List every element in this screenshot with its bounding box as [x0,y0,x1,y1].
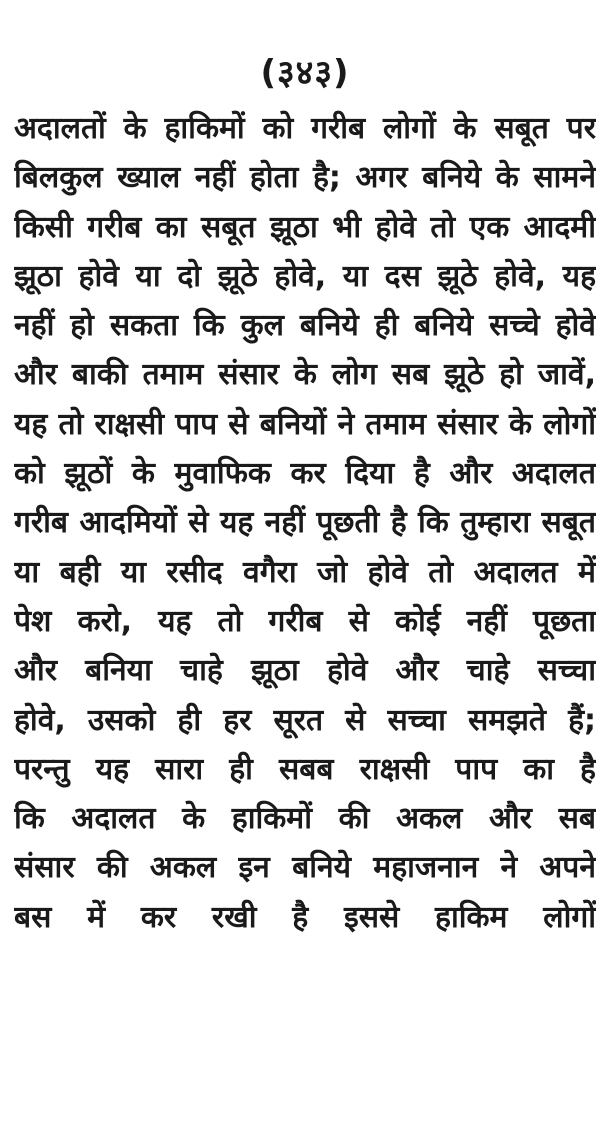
text-line: अदालतों के हाकिमों को गरीब लोगों के सबूत पर [14,111,596,146]
text-line: पेश करो, यह तो गरीब से कोई नहीं पूछता [14,603,596,639]
page-number: (३४३) [260,53,350,93]
text-line: गरीब आदमियों से यह नहीं पूछती है कि तुम्हारा सबूत [14,505,596,541]
text-line: नहीं हो सकता कि कुल बनिये ही बनिये सच्चे होवे [14,308,596,344]
text-line: होवे, उसको ही हर सूरत से सच्चा समझते हैं; [14,702,596,738]
text-line: और बाकी तमाम संसार के लोग सब झूठे हो जावें, [14,357,596,393]
text-line: झूठा होवे या दो झूठे होवे, या दस झूठे होवे, यह [14,258,596,294]
text-line: को झूठों के मुवाफिक कर दिया है और अदालत [14,456,596,492]
page-body-text [14,104,596,942]
text-line: किसी गरीब का सबूत झूठा भी होवे तो एक आदमी [14,209,596,245]
text-line: बिलकुल ख्याल नहीं होता है; अगर बनिये के सामने [14,160,596,196]
text-line: या बही या रसीद वगैरा जो होवे तो अदालत में [14,554,596,590]
text-line: परन्तु यह सारा ही सबब राक्षसी पाप का है [14,751,596,787]
text-line: और बनिया चाहे झूठा होवे और चाहे सच्चा [14,653,596,689]
text-line: संसार की अकल इन बनिये महाजनान ने अपने [14,850,596,886]
text-line: कि अदालत के हाकिमों की अकल और सब [14,801,596,837]
text-line: यह तो राक्षसी पाप से बनियों ने तमाम संसार के लोगों [14,406,596,442]
text-line: बस में कर रखी है इससे हाकिम लोगों [14,899,596,935]
